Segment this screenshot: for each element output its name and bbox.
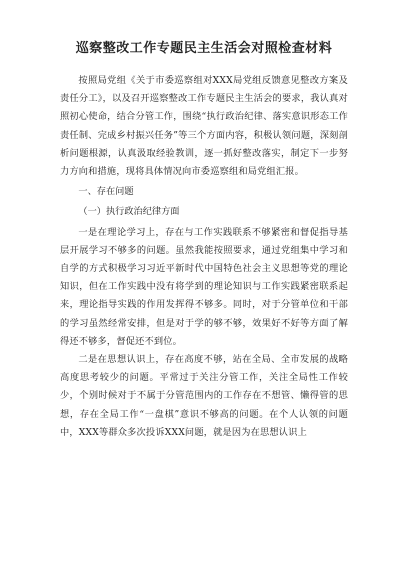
- intro-paragraph: 按照局党组《关于市委巡察组对XXX局党组反馈意见整改方案及责任分工》，以及召开巡察整改工作专题民主生活会的要求，我认真对照初心使命，结合分管工作，围绕“执行政治纪律、落实意识形态工作责任制、完成乡村振兴任务”等三个方面内容，积极认领问题，深刻剖析问题根源，认真汲取经验教训，逐一抓好整改落实，制定下一步努力方向和措施，现将具体情况向市委巡察组和局党组汇报。: [60, 75, 348, 178]
- document-title: 巡察整改工作专题民主生活会对照检查材料: [75, 41, 333, 56]
- body-paragraph-2: 二是在思想认识上，存在高度不够，站在全局、全市发展的战略高度思考较少的问题。平常过于关注分管工作，关注全局性工作较少，个别时候对于不属于分管范围内的工作存在不想管、懒得管的思想，存在全局工作“一盘棋”意识不够高的问题。在个人认领的问题中，XXX等群众多次投诉XXX问题，就是因为在思想认识上: [60, 354, 348, 438]
- subsection-heading: （一）执行政治纪律方面: [78, 206, 180, 218]
- section-heading: 一、存在问题: [78, 186, 134, 198]
- body-paragraph-1: 一是在理论学习上，存在与工作实践联系不够紧密和督促指导基层开展学习不够多的问题。虽然我能按照要求，通过党组集中学习和自学的方式积极学习习近平新时代中国特色社会主义思想等党的理论知识，但在工作实践中没有将学到的理论知识与工作实践紧密联系起来，理论指导实践的作用发挥得不够多。同时，对于分管单位和干部的学习虽然经常安排，但是对于学的够不够，效果好不好等方面了解得还不够多，督促还不到位。: [60, 226, 348, 347]
